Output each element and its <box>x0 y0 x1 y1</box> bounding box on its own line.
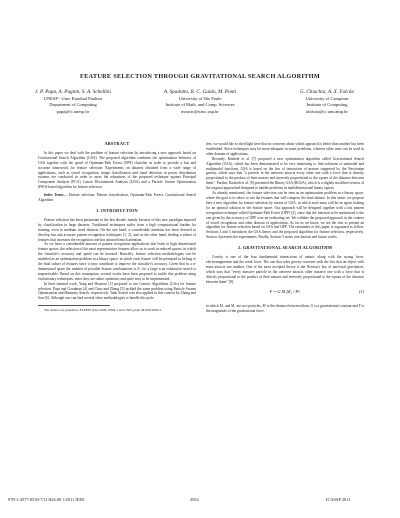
section-heading-introduction: 1. INTRODUCTION <box>96 207 138 213</box>
equation-1 <box>206 287 364 301</box>
author-group-2 <box>138 88 262 115</box>
author-names: G. Chiachia, A. X. Falcão <box>299 89 355 95</box>
paragraph: Recently, Rashedi et al. [7] proposed a new optimization algorithm called Gravitational Search Algorithm (GSA), which has been demonstrated to be very interesting to find solutions of unimodal and multimodal functions. GSA is based on the law of interaction of masses supported by the Newtonian gravity, which says that "a particle in the universe attracts every other one with a force that is directly proportional to the product of their masses and inversely proportional to the square of the distance between them". Further, Rashedi et al. [8] presented the Binary GSA (BGSA), which is a slightly modified version of the original approached designed to handle problems in multidimensional binary spaces. <box>206 156 364 191</box>
affiliation-line: Institute of Computing <box>306 102 348 108</box>
author-email: papa@fc.unesp.br <box>56 108 90 114</box>
paragraph: Gravity is one of the four fundamental interactions of nature, along with the strong force, electromagnetism and the weak force. The one that rules gravity concerns with the fact that an object with mass attracts one another. One of the most accepted theory is the Newton's law of universal gravitation, which says that "every massive particle in the universe attracts other massive one with a force that is directly proportional to the product of their masses and inversely proportional to the square of the distance between them" [9]: <box>206 255 364 284</box>
equation-body: F = G M₁M₂ / R², <box>269 289 301 295</box>
author-group-3 <box>262 88 392 115</box>
paragraph: In their seminal work, Yang and Honavar [3] proposed to use Genetic Algorithms (GAs) for feature selection. Firpi and Goodman [4] and Chuo and Zhang [5] tackled the same problem using Particle Swarm Optimization and Harmony Search, respectively. Tabu Search was also applied in this context by Zhang and Sun [6]. Although one can find several other methodologies to handle this prob- <box>38 281 196 301</box>
footer-copyright: 978-1-4577-0539-7/11/$26.00 ©2011 IEEE <box>8 497 85 502</box>
affiliation-line: Department of Computing <box>49 102 97 108</box>
footer-page-number: 2052 <box>190 497 199 502</box>
right-column <box>206 142 364 314</box>
footnote: The authors are grateful to FAPESP grant 2009/16206-1 and CNPq grant 481556/2009-5. <box>44 307 162 312</box>
paper-title: FEATURE SELECTION THROUGH GRAVITATIONAL SEARCH ALGORITHM <box>80 73 320 80</box>
affiliation-line: University of Campinas <box>305 96 349 101</box>
equation-number: (1) <box>358 289 364 295</box>
author-names: A. Spadotto, R. C. Guido, M. Ponti <box>163 89 237 95</box>
paragraph: lem, we would like to shed light here that no concerns about which approach is better than another has been established. Since techniques may be more adequate in some problems, whereas other ones can be used in other domain of applications. <box>206 142 364 156</box>
section-heading-gsa: 2. GRAVITATIONAL SEARCH ALGORITHM <box>237 245 333 251</box>
keywords <box>38 193 196 203</box>
affiliation-line: Institute of Math. and Comp. Sciences <box>165 102 235 108</box>
author-names: J. P. Papa, A. Pagnin, S. A. Schellini <box>35 89 111 95</box>
affiliation-line: University of São Paulo <box>178 96 222 101</box>
paragraph: As we have a considerable amount of pattern recognition applications that leads to high dimensional feature spaces, the selection of the most representative features allow us to work in reduced spaces, in which the classifier's accuracy and speed can be boosted. Basically, feature selection methodologies can be modeled as an optimization problem in a binary space, in which each feature will be prompted to belong to the final subset of features since it may contribute to improve the classifier's accuracy. Given that in a n-dimensional space the number of possible feature combinations is 2ⁿ, for a large n an exhaustive search is impracticable. Based on this assumption, several works have been proposed to tackle this problem using evolutionary techniques, since they are rather optimistic and quite easy to be implemented. <box>38 242 197 281</box>
author-email: afalcao@ic.unicamp.br <box>306 108 348 114</box>
footer-conference: ICASSP 2011 <box>326 497 351 502</box>
affiliation-line: UNESP - Univ Estadual Paulista <box>43 96 103 101</box>
abstract-text: In this paper we deal with the problem of feature selection by introducing a new approach based on Gravitational Search Algorithm (GSA). The proposed algorithm combines the optimization behavior of GSA together with the speed of Optimum-Path Forest (OPF) classifier in order to provide a fast and accurate framework for feature selection. Experiments on datasets obtained from a wide range of applications, such as vowel recognition, image classification and fraud detection in power distribution systems are conducted in order to asses the robustness of the proposed technique against Principal Component Analysis (PCA), Linear Discriminant Analysis (LDA) and a Particle Swarm Optimization (PSO)-based algorithm for feature selection. <box>38 150 196 190</box>
keywords-text: Feature selection, Pattern classification, Optimum-Path Forest, Gravitational Search Algorithm <box>38 193 196 203</box>
author-email: moacir@icmc.usp.br <box>181 108 219 114</box>
footnote-rule <box>38 305 110 306</box>
abstract-heading: ABSTRACT <box>104 141 130 146</box>
author-group-1 <box>8 88 138 115</box>
paragraph: Feature selection has been paramount in the last decade, mainly because of this new paradigm imposed by classification in large datasets. Traditional techniques suffer from a high computational burden for training, even in medium sized datasets. On the one hand, a considerable attention has been devoted to develop fast and accurate pattern recognition techniques [1, 2], and on the other hand, finding a subset of features that increases the recognition rate has attracted much attention. <box>38 217 196 242</box>
keywords-label: Index Terms— <box>44 193 68 198</box>
paragraph: As already mentioned, the feature selection can be seen as an optimization problem in a binary space, where the goal is to select or not the features that will compose the final dataset. In this sense, we propose here a new algorithm for feature selection by means of GSA, in which each mass will be an agent looking for an optimal solution in the feature space. Our approach will be designed together with a fast pattern recognition technique called Optimum-Path Forest (OPF) [2], since that the function to be maximized is the one given by the accuracy of OPF over an evaluating set. We validate the proposed approach in the context of vowel recognition and other domain of applications. As far as we know, we are the first to present an algorithm for feature selection based on GSA and OPF. The remainder of this paper is organized as follow. Sections 2 and 3 introduces the GSA theory and the proposed algorithm for feature selection, respectively. Section 4 presents the experiments. Finally, Section 5 states conclusions and future works. <box>206 191 364 240</box>
paragraph: in which M₁ and M₂ are two particles, R² is the distance between them, G is a gravitational constant and F is the magnitude of the gravitational force. <box>206 304 364 314</box>
left-column <box>38 142 196 312</box>
